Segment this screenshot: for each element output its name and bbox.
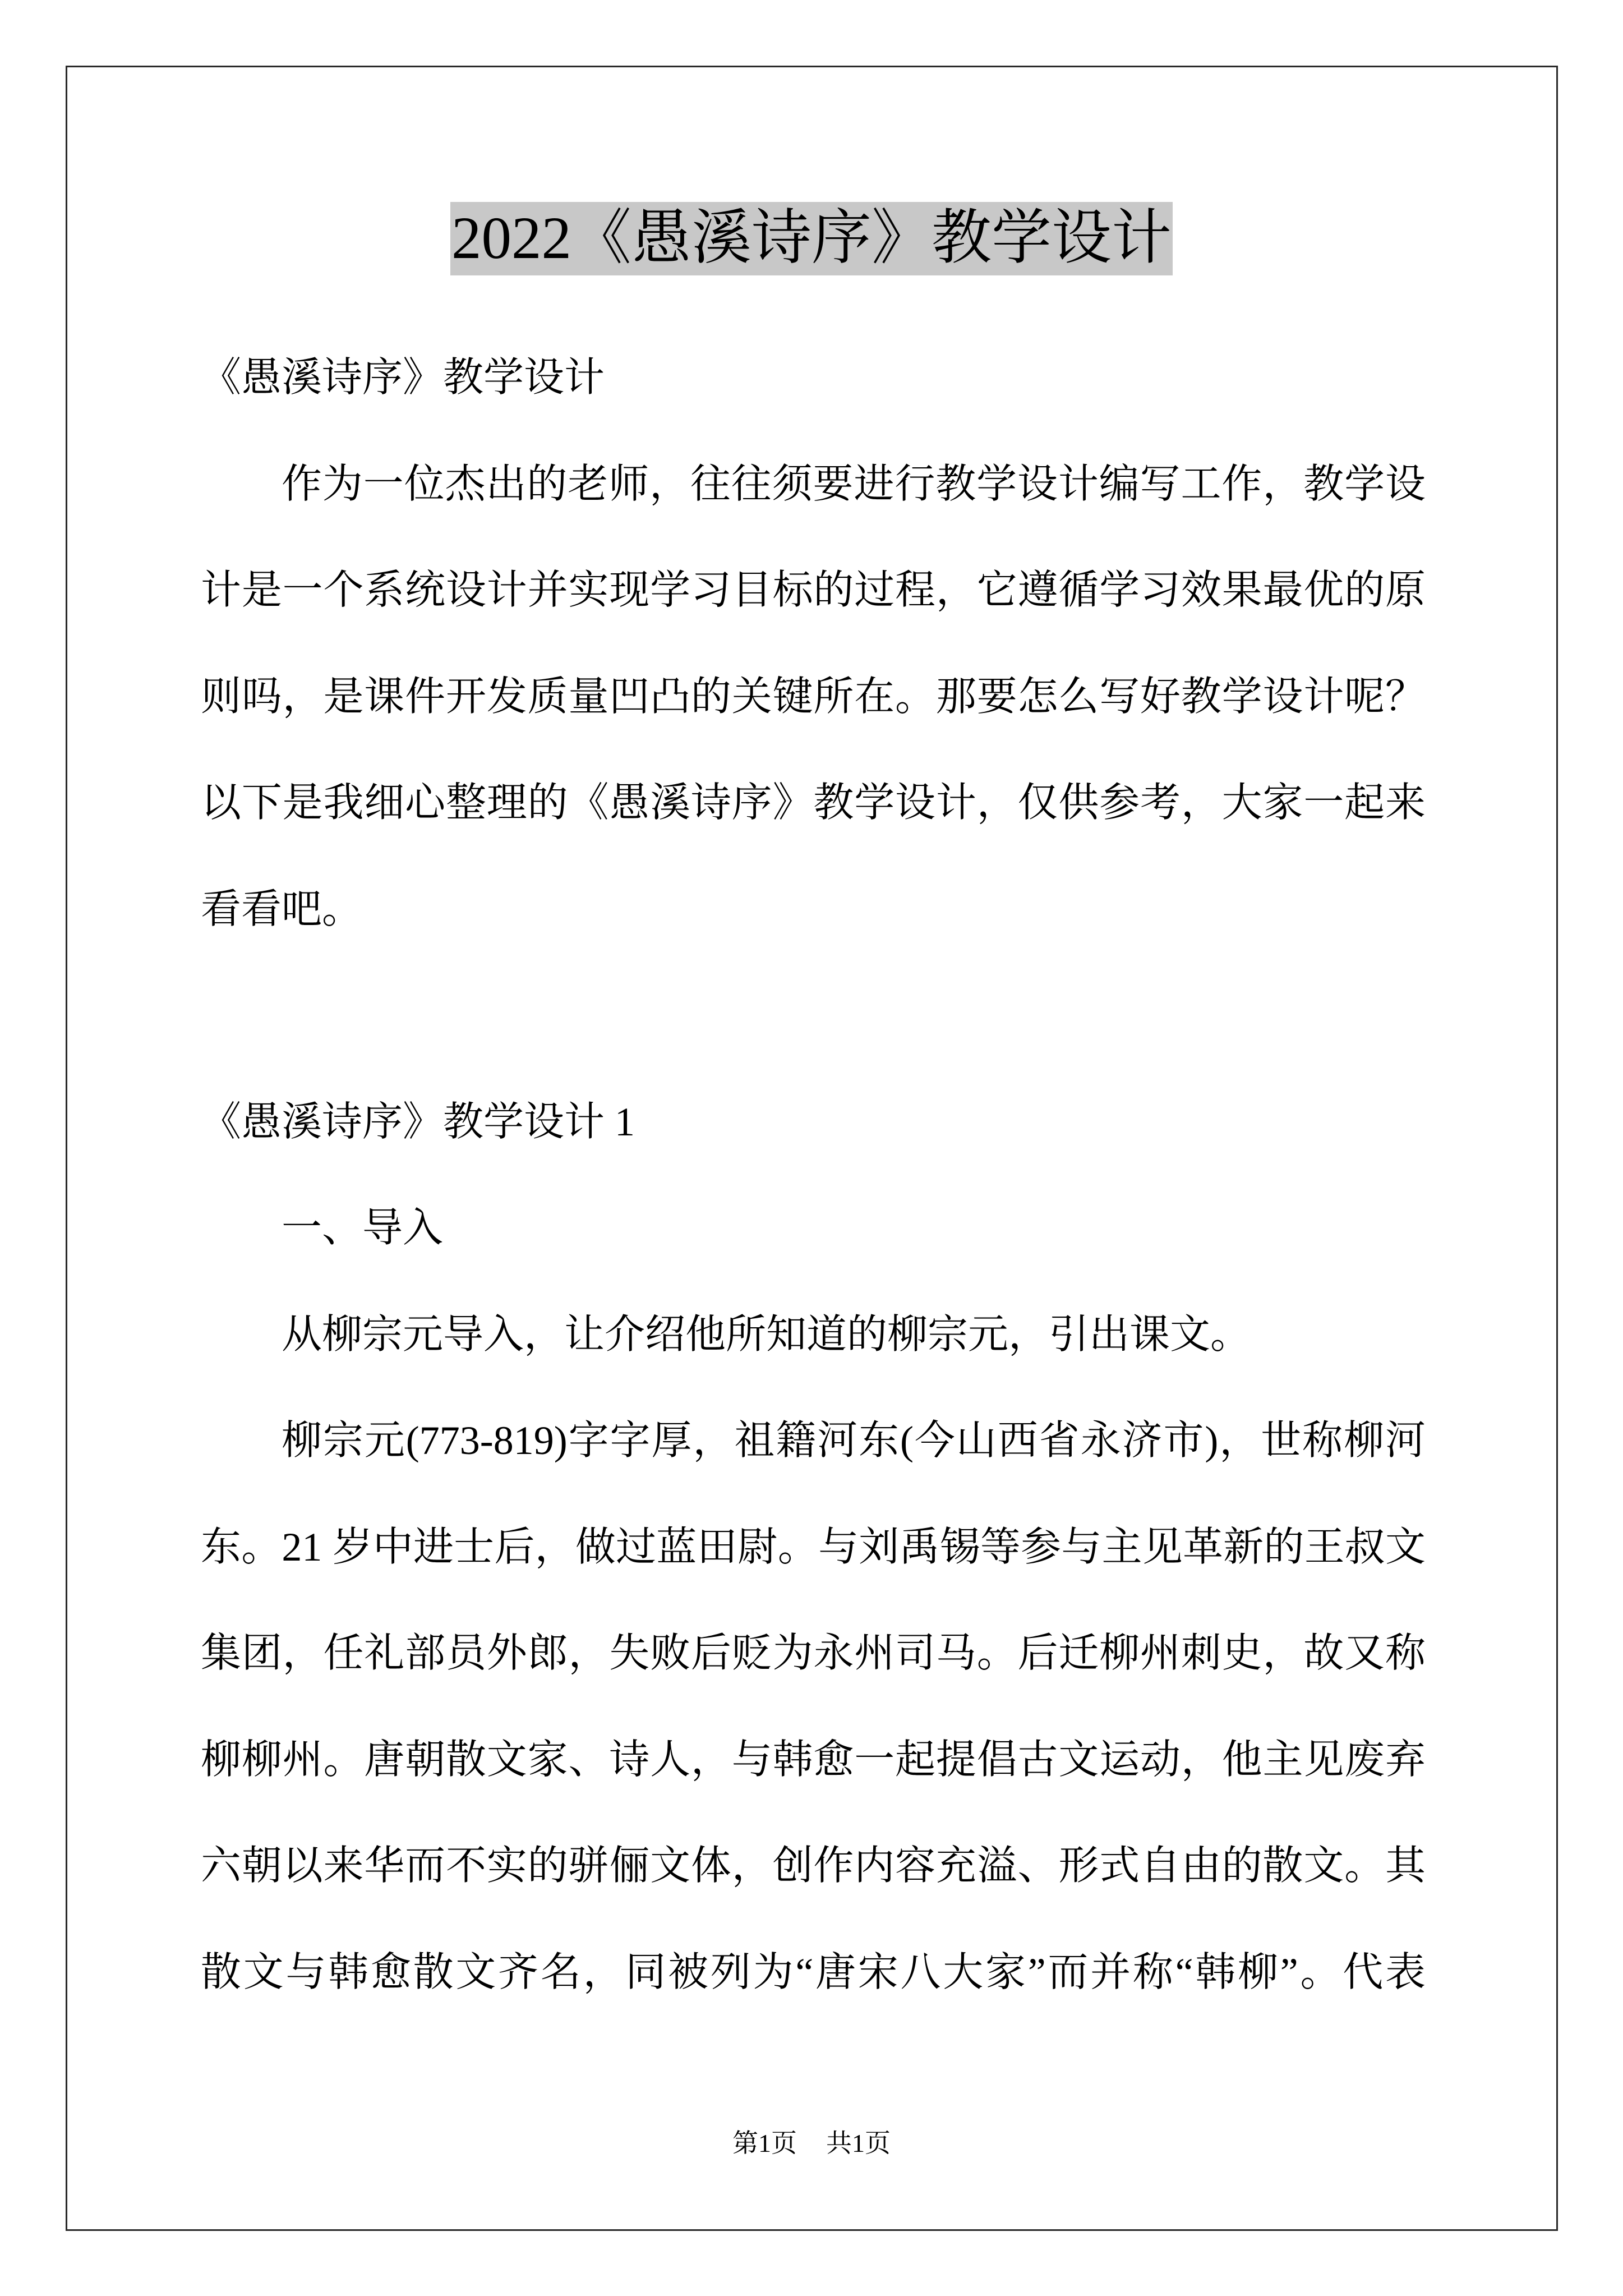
title-container: [0, 202, 1623, 275]
page-footer: [0, 2127, 1623, 2160]
paragraph-line: 以下是我细心整理的《愚溪诗序》教学设计，仅供参考，大家一起来: [201, 780, 1426, 825]
section-paragraph: [201, 1282, 1426, 1388]
paragraph-line: 散文与韩愈散文齐名，同被列为“唐宋八大家”而并称“韩柳”。代表: [201, 1949, 1426, 1995]
paragraph-line: 作为一位杰出的老师，往往须要进行教学设计编写工作，教学设: [282, 461, 1426, 507]
paragraph-line: 计是一个系统设计并实现学习目标的过程，它遵循学习效果最优的原: [201, 568, 1426, 613]
paragraph-line: 则吗，是课件开发质量凹凸的关键所在。那要怎么写好教学设计呢？: [201, 674, 1426, 719]
section-paragraph: [201, 1388, 1426, 2026]
paragraph-line: 集团，任礼部员外郎，失败后贬为永州司马。后迁柳州刺史，故又称: [201, 1631, 1426, 1676]
document-body: [201, 325, 1426, 2026]
paragraph-line: 从柳宗元导入，让介绍他所知道的柳宗元，引出课文。: [282, 1312, 1251, 1357]
document-title: 2022《愚溪诗序》教学设计: [450, 202, 1173, 275]
paragraph-spacer: [201, 963, 1426, 1069]
page-number-label: 第1页: [732, 2129, 797, 2157]
page-total-label: 共1页: [826, 2129, 891, 2157]
paragraph-line: 东。21 岁中进士后，做过蓝田尉。与刘禹锡等参与主见革新的王叔文: [201, 1524, 1426, 1570]
document-subtitle: 《愚溪诗序》教学设计: [201, 355, 605, 400]
paragraph-line: 看看吧。: [201, 886, 363, 932]
paragraph-line: 六朝以来华而不实的骈俪文体，创作内容充溢、形式自由的散文。其: [201, 1843, 1426, 1888]
intro-paragraph: [201, 431, 1426, 963]
paragraph-line: 柳宗元(773-819)字字厚，祖籍河东(今山西省永济市)，世称柳河: [282, 1418, 1426, 1463]
subsection-heading: 一、导入: [282, 1205, 444, 1250]
paragraph-line: 柳柳州。唐朝散文家、诗人，与韩愈一起提倡古文运动，他主见废弃: [201, 1737, 1426, 1782]
section-heading: 《愚溪诗序》教学设计 1: [201, 1099, 635, 1144]
